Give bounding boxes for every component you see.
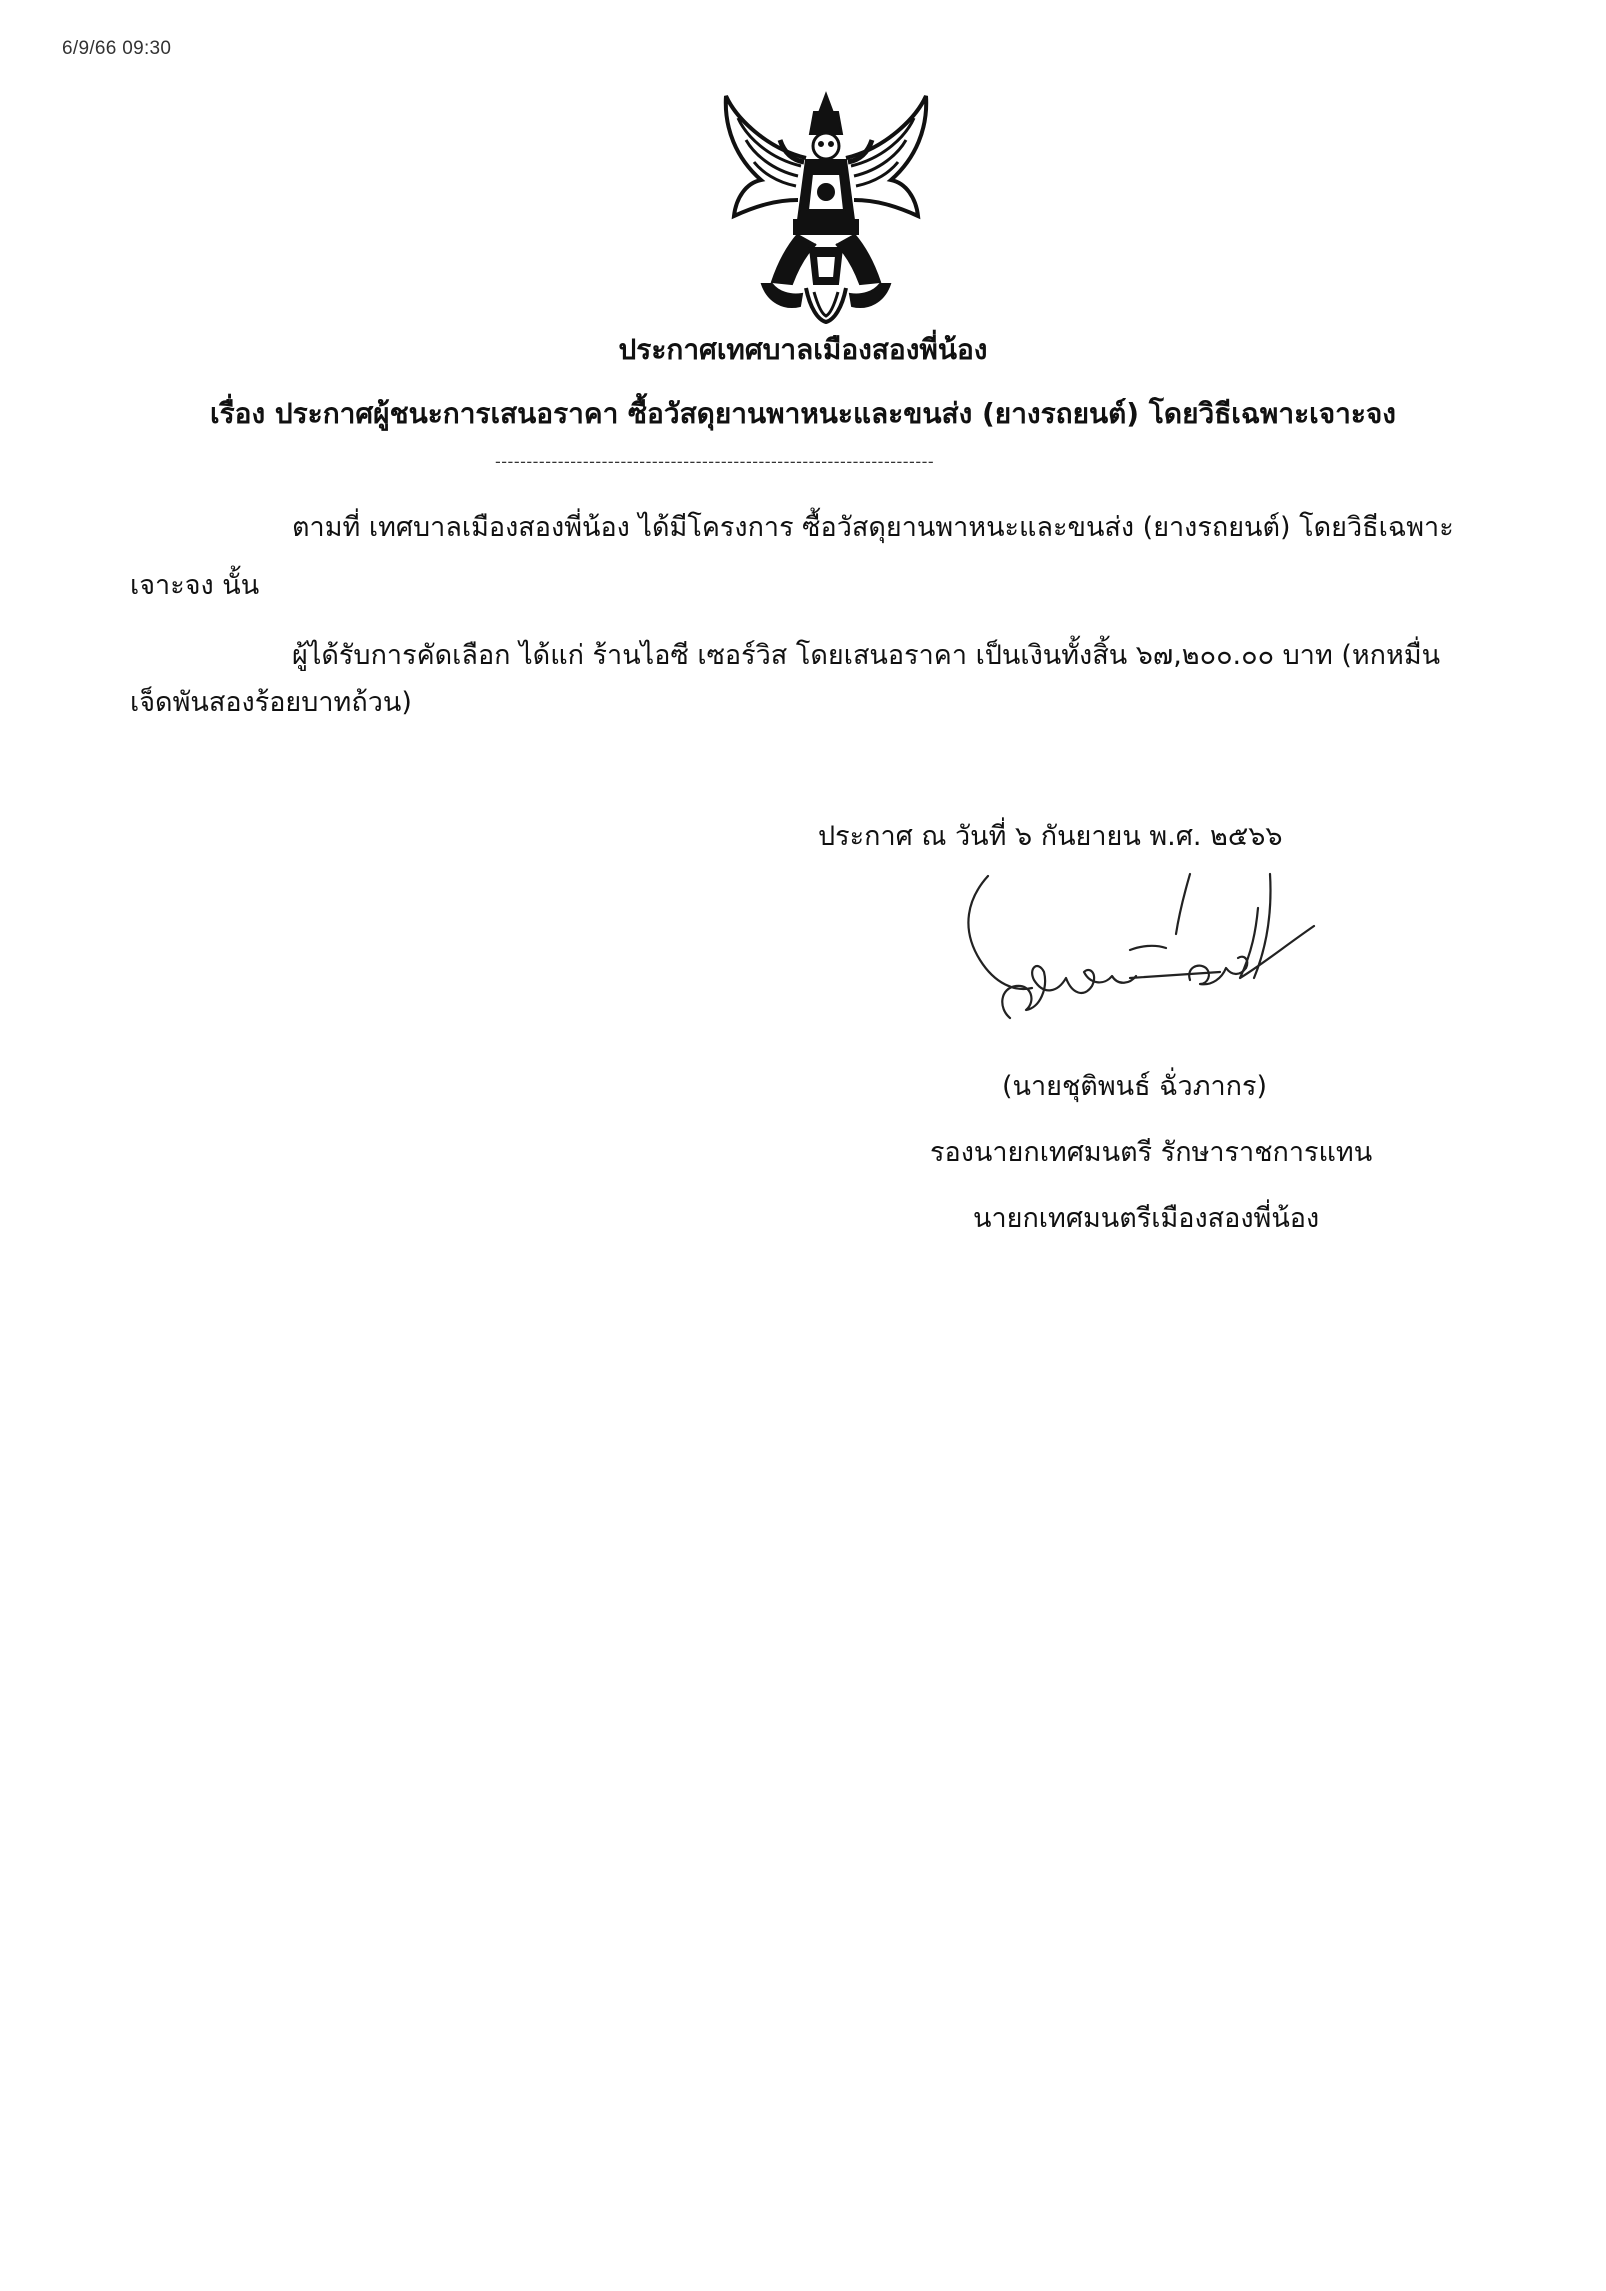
signer-position-line-1: รองนายกเทศมนตรี รักษาราชการแทน bbox=[930, 1137, 1373, 1168]
signature-icon bbox=[940, 868, 1360, 1038]
paragraph-2-line-1: ผู้ได้รับการคัดเลือก ได้แก่ ร้านไอซี เซอร์วิส โดยเสนอราคา เป็นเงินทั้งสิ้น ๖๗,๒๐๐.๐๐ บาท (หกหมื่น bbox=[292, 640, 1441, 671]
signer-position-line-2: นายกเทศมนตรีเมืองสองพี่น้อง bbox=[973, 1203, 1320, 1234]
garuda-emblem-icon bbox=[706, 88, 946, 326]
paragraph-1-line-2: เจาะจง นั้น bbox=[130, 570, 260, 601]
paragraph-2-line-2: เจ็ดพันสองร้อยบาทถ้วน) bbox=[130, 687, 412, 718]
announcement-title: ประกาศเทศบาลเมืองสองพี่น้อง bbox=[618, 333, 988, 366]
print-timestamp: 6/9/66 09:30 bbox=[62, 38, 172, 59]
paragraph-1-line-1: ตามที่ เทศบาลเมืองสองพี่น้อง ได้มีโครงการ ซื้อวัสดุยานพาหนะและขนส่ง (ยางรถยนต์) โดยวิธีเฉพาะ bbox=[292, 512, 1454, 543]
separator-line: ---------------------------------------------------------------------- bbox=[495, 452, 935, 471]
signer-name: (นายชุติพนธ์ ฉั่วภากร) bbox=[1002, 1071, 1268, 1102]
announcement-date: ประกาศ ณ วันที่ ๖ กันยายน พ.ศ. ๒๕๖๖ bbox=[818, 821, 1283, 852]
announcement-subject: เรื่อง ประกาศผู้ชนะการเสนอราคา ซื้อวัสดุยานพาหนะและขนส่ง (ยางรถยนต์) โดยวิธีเฉพาะเจาะจง bbox=[210, 397, 1396, 430]
